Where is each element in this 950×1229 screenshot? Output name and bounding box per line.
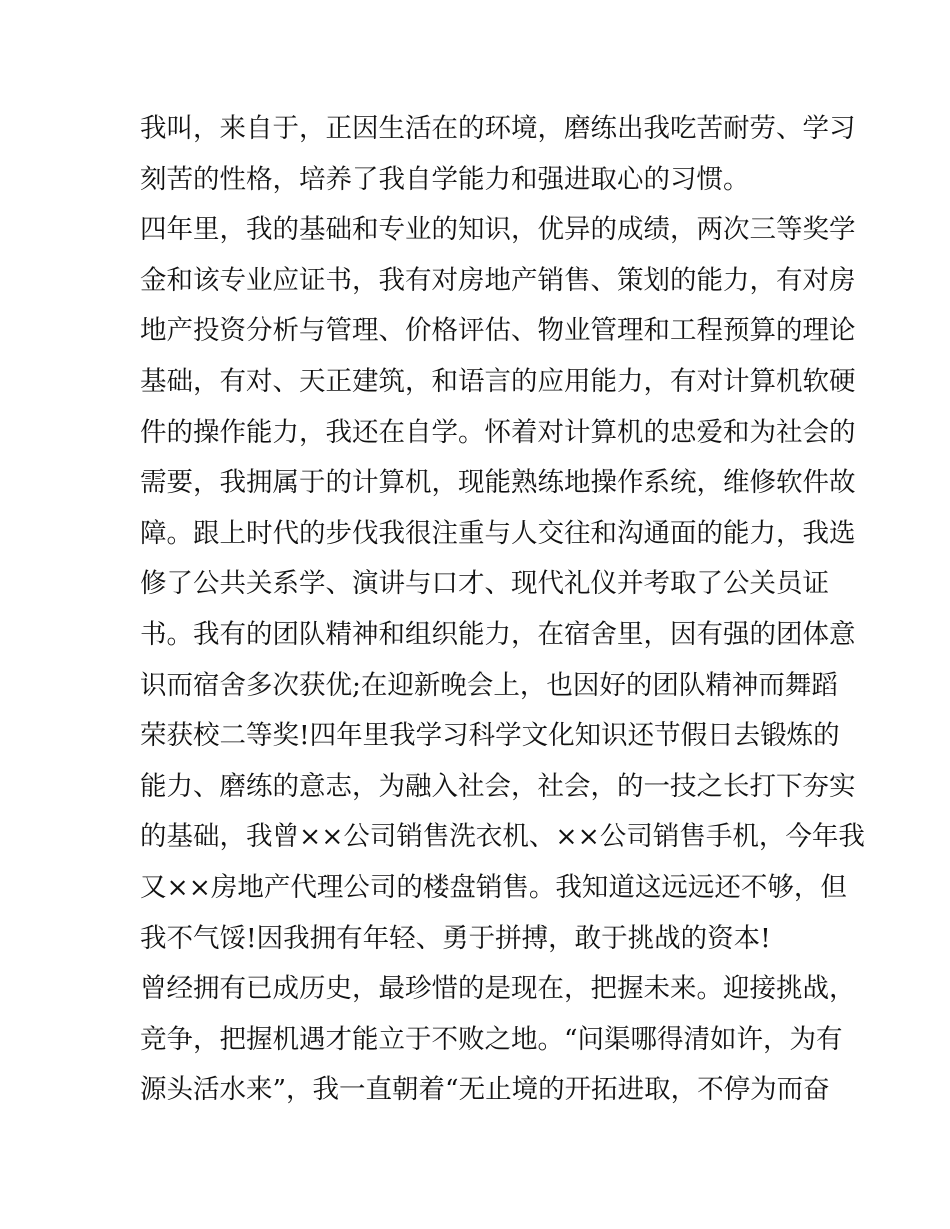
text-line: 竞争，把握机遇才能立于不败之地。“问渠哪得清如许，为有	[140, 1023, 843, 1055]
text-line: 需要，我拥属于的计算机，现能熟练地操作系统，维修软件故	[140, 467, 856, 499]
text-line: 的基础，我曾××公司销售洗衣机、××公司销售手机，今年我	[140, 821, 865, 853]
text-line: 四年里，我的基础和专业的知识，优异的成绩，两次三等奖学	[140, 214, 856, 246]
text-line: 源头活水来”，我一直朝着“无止境的开拓进取，不停为而奋	[140, 1074, 830, 1106]
text-line: 识而宿舍多次获优;在迎新晚会上，也因好的团队精神而舞蹈	[140, 669, 838, 701]
text-line: 基础，有对、天正建筑，和语言的应用能力，有对计算机软硬	[140, 365, 856, 397]
text-line: 修了公共关系学、演讲与口才、现代礼仪并考取了公关员证	[140, 568, 829, 600]
text-line: 刻苦的性格，培养了我自学能力和强进取心的习惯。	[140, 163, 750, 195]
text-line: 金和该专业应证书，我有对房地产销售、策划的能力，有对房	[140, 264, 856, 296]
text-line: 件的操作能力，我还在自学。怀着对计算机的忠爱和为社会的	[140, 416, 856, 448]
text-line: 荣获校二等奖!四年里我学习科学文化知识还节假日去锻炼的	[140, 720, 840, 752]
body-text	[140, 104, 865, 1116]
text-line: 能力、磨练的意志，为融入社会，社会，的一技之长打下夯实	[140, 770, 856, 802]
text-line: 地产投资分析与管理、价格评估、物业管理和工程预算的理论	[140, 315, 856, 347]
text-line: 我不气馁!因我拥有年轻、勇于拼搏，敢于挑战的资本!	[140, 922, 771, 954]
text-line: 书。我有的团队精神和组织能力，在宿舍里，因有强的团体意	[140, 618, 856, 650]
text-line: 曾经拥有已成历史，最珍惜的是现在，把握未来。迎接挑战，	[140, 973, 856, 1005]
text-line: 障。跟上时代的步伐我很注重与人交往和沟通面的能力，我选	[140, 517, 856, 549]
text-line: 又××房地产代理公司的楼盘销售。我知道这远远还不够，但	[140, 871, 847, 903]
text-line: 我叫，来自于，正因生活在的环境，磨练出我吃苦耐劳、学习	[140, 113, 856, 144]
